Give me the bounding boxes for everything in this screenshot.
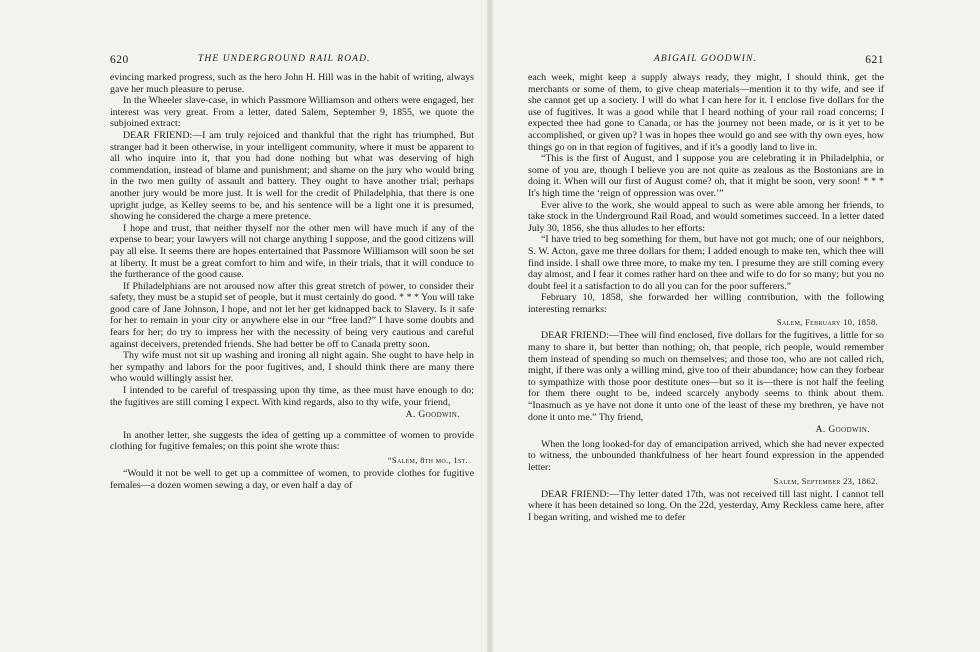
right-page xyxy=(490,0,980,652)
letter-paragraph: Thy wife must not sit up washing and ironing all night again. She ought to have help in her sympathy and labors for the poor fugitives, and, I should think there are many there who would willingly assist her. xyxy=(110,350,474,385)
letter-paragraph: DEAR FRIEND:—Thee will find enclosed, five dollars for the fugitives, a little for so many to share it, but better than nothing; oh, that people, rich people, would remember them instead of spending so much on themselves; and those too, who are not called rich, might, if there was only a willing mind, give too of their abundance; how can they forbear to sympathize with those poor destitute ones—but so it is—there is not half the feeling for them there ought to be, indeed scarcely anybody seems to think about them. “Inasmuch as ye have not done it unto one of the least of these my brethren, ye have not done it unto me.” Thy friend, xyxy=(528,330,884,423)
paragraph: In another letter, she suggests the idea of getting up a committee of women to provide clothing for fugitive females; on this point she wrote thus: xyxy=(110,429,474,453)
letter-paragraph: “This is the first of August, and I suppose you are celebrating it in Philadelphia, or some of you are, though I believe you are not quite as zealous as the Bostonians are in doing it. When will our first of August come? oh, that it might be soon, very soon! * * * It's high time the ‘reign of oppression was over.’” xyxy=(528,153,884,199)
letter-paragraph: “I have tried to beg something for them, but have not got much; one of our neighbors, S. W. Acton, gave me three dollars for them; I added enough to make ten, which thee will find inside. I shall owe three more, to make my ten. I presume they are still coming every day almost, and I fear it comes rather hard on thee and wife to do for so many; but you no doubt feel it a satisfaction to do all you can for the poor sufferers.” xyxy=(528,234,884,292)
right-page-number: 621 xyxy=(865,54,884,66)
left-page-number: 620 xyxy=(110,54,129,66)
right-running-head: ABIGAIL GOODWIN. xyxy=(654,54,757,64)
letter-paragraph: I hope and trust, that neither thyself nor the other men will have much if any of the expense to bear; your lawyers will not charge anything I suppose, and the good citizens will pay all else. It seems there are hopes entertained that Passmore Williamson will soon be set at liberty. It must be a great comfort to him and wife, in their trials, that it will conduce to the furtherance of the good cause. xyxy=(110,222,474,281)
letter-dateline: Salem, February 10, 1858. xyxy=(776,317,878,328)
letter-paragraph: DEAR FRIEND:—Thy letter dated 17th, was not received till last night. I cannot tell where it has been detained so long. On the 22d, yesterday, Amy Reckless came here, after I began writing, and wished me to defer xyxy=(528,488,884,523)
letter-signature: A. Goodwin. xyxy=(405,410,460,421)
letter-paragraph: “Would it not be well to get up a committee of women, to provide clothes for fugitive females—a dozen women sewing a day, or even half a day of xyxy=(110,468,474,491)
paragraph: In the Wheeler slave-case, in which Passmore Williamson and others were engaged, her interest was very great. From a letter, dated Salem, September 9, 1855, we quote the subjoined extract: xyxy=(110,95,474,130)
letter-paragraph: If Philadelphians are not aroused now after this great stretch of power, to consider their safety, they must be a stupid set of people, but it must certainly do good. * * * You will take good care of Jane Johnson, I hope, and not let her get kidnapped back to Slavery. Is it safe for her to remain in your city or anywhere else in our “free land?” I have some doubts and fears for her; do try to impress her with the necessity of being very cautious and careful against deceivers, pretended friends. She had better be off to Canada pretty soon. xyxy=(110,280,474,350)
left-page-header xyxy=(110,54,474,70)
paragraph: evincing marked progress, such as the hero John H. Hill was in the habit of writing, always gave her much pleasure to peruse. xyxy=(110,72,474,95)
left-running-head: THE UNDERGROUND RAIL ROAD. xyxy=(198,54,371,64)
letter-signature: A. Goodwin. xyxy=(815,425,870,436)
right-page-header xyxy=(528,54,884,70)
letter-paragraph: DEAR FRIEND:—I am truly rejoiced and thankful that the right has triumphed. But stranger had it been otherwise, in your intelligent community, where it must be apparent to all who inquire into it, that you had done nothing but what was deserving of high commendation, instead of blame and punishment; and shame on the jury who would bring in the two men guilty of assault and battery. They ought to have another trial; perhaps another jury would be more just. It is well for the credit of Philadelphia, that there is one upright judge, as Kelley seems to be, and his sentence will be a light one it is presumed, showing he considered the charge a mere pretence. xyxy=(110,129,474,223)
letter-dateline: Salem, September 23, 1862. xyxy=(773,475,878,486)
letter-dateline: “Salem, 8th mo., 1st. xyxy=(387,455,468,465)
paragraph: February 10, 1858, she forwarded her willing contribution, with the following interesting remarks: xyxy=(528,292,884,315)
letter-paragraph: each week, might keep a supply always ready, they might, I should think, get the merchants or some of them, to give cheap materials—mention it to thy wife, and see if she cannot get up a society. I will do what I can here for it. I enclose five dollars for the use of fugitives. It was a good while that I heard nothing of your rail road concerns; I expected thee had gone to Canada, or has the journey not been made, or is it yet to be accomplished, or given up? I was in hopes thee would go and see with thy own eyes, how things go on in that region of fugitives, and if it's a goodly land to live in. xyxy=(528,72,884,153)
paragraph: Ever alive to the work, she would appeal to such as were able among her friends, to take stock in the Underground Rail Road, and would sometimes succeed. In a letter dated July 30, 1856, she thus alludes to her efforts: xyxy=(528,199,884,234)
letter-paragraph: I intended to be careful of trespassing upon thy time, as thee must have enough to do; the fugitives are still coming I expect. With kind regards, also to thy wife, your friend, xyxy=(110,385,474,408)
paragraph: When the long looked-for day of emancipation arrived, which she had never expected to witness, the unbounded thankfulness of her heart found expression in the appended letter: xyxy=(528,438,884,473)
